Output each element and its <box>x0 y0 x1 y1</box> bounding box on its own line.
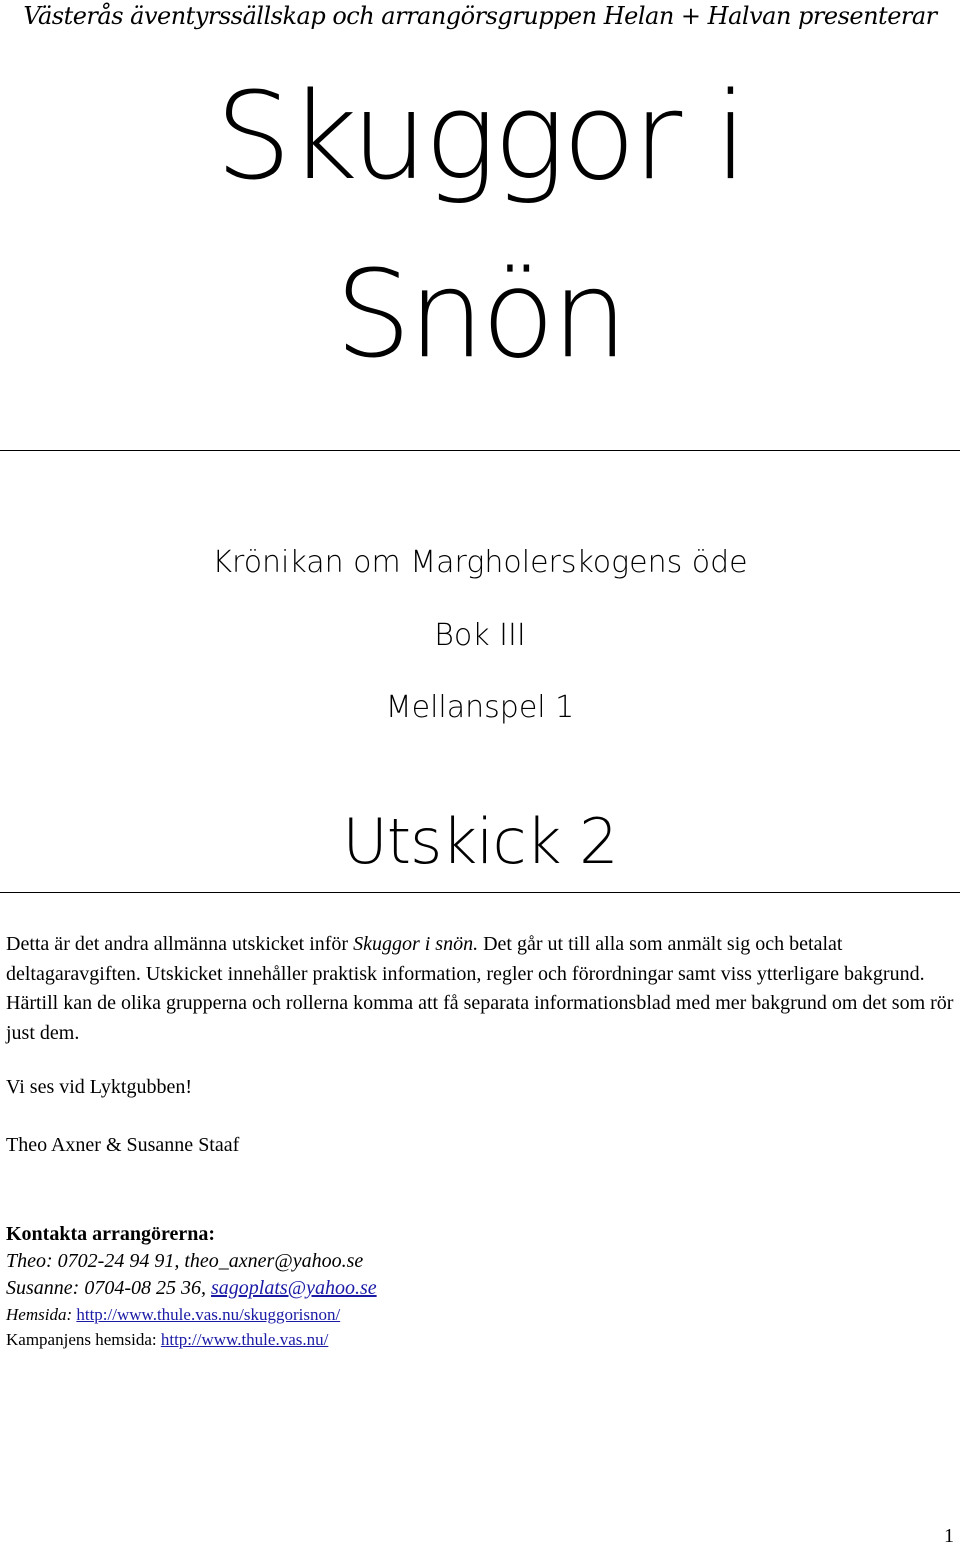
title-divider <box>0 450 960 451</box>
homepage-link[interactable]: http://www.thule.vas.nu/skuggorisnon/ <box>76 1305 341 1324</box>
main-title-line-2: Snön <box>335 246 625 385</box>
page-number: 1 <box>944 1525 954 1547</box>
intro-text-start: Detta är det andra allmänna utskicket inför <box>6 933 354 955</box>
contact-section <box>6 1220 946 1352</box>
contact-susanne-phone: Susanne: 0704-08 25 36, <box>6 1277 211 1299</box>
signature: Theo Axner & Susanne Staaf <box>6 1134 240 1156</box>
contact-theo: Theo: 0702-24 94 91, theo_axner@yahoo.se <box>6 1250 364 1272</box>
issue-divider <box>0 892 960 893</box>
book-subtitle: Bok III <box>434 618 526 653</box>
campaign-homepage-link[interactable]: http://www.thule.vas.nu/ <box>160 1330 329 1349</box>
contact-campaign <box>6 1327 946 1352</box>
intro-paragraph <box>6 930 956 1048</box>
homepage-label: Hemsida: <box>6 1305 77 1324</box>
issue-title: Utskick 2 <box>342 805 618 878</box>
contact-susanne <box>6 1275 946 1302</box>
header-presenter-line: Västerås äventyrssällskap och arrangörsgruppen Helan + Halvan presenterar <box>23 2 937 30</box>
campaign-homepage-label: Kampanjens hemsida: <box>6 1330 161 1349</box>
chronicle-subtitle: Krönikan om Margholerskogens öde <box>212 545 748 580</box>
contact-homepage <box>6 1302 946 1327</box>
main-title <box>0 68 960 385</box>
intro-event-name: Skuggor i snön. <box>353 933 479 955</box>
intro-text-end: Det går ut till alla som anmält sig och betalat deltagaravgiften. Utskicket innehåller praktisk information, regler och förordningar samt viss ytterligare bakgrund. Härtill kan de olika grupperna och rollerna komma att få separata informationsblad med mer bakgrund om det som rör just dem. <box>6 933 954 1044</box>
susanne-email-link[interactable]: sagoplats@yahoo.se <box>210 1277 377 1299</box>
contact-heading: Kontakta arrangörerna: <box>6 1223 216 1245</box>
greeting: Vi ses vid Lyktgubben! <box>6 1076 193 1098</box>
interlude-subtitle: Mellanspel 1 <box>385 690 575 725</box>
main-title-line-1: Skuggor i <box>215 68 745 207</box>
